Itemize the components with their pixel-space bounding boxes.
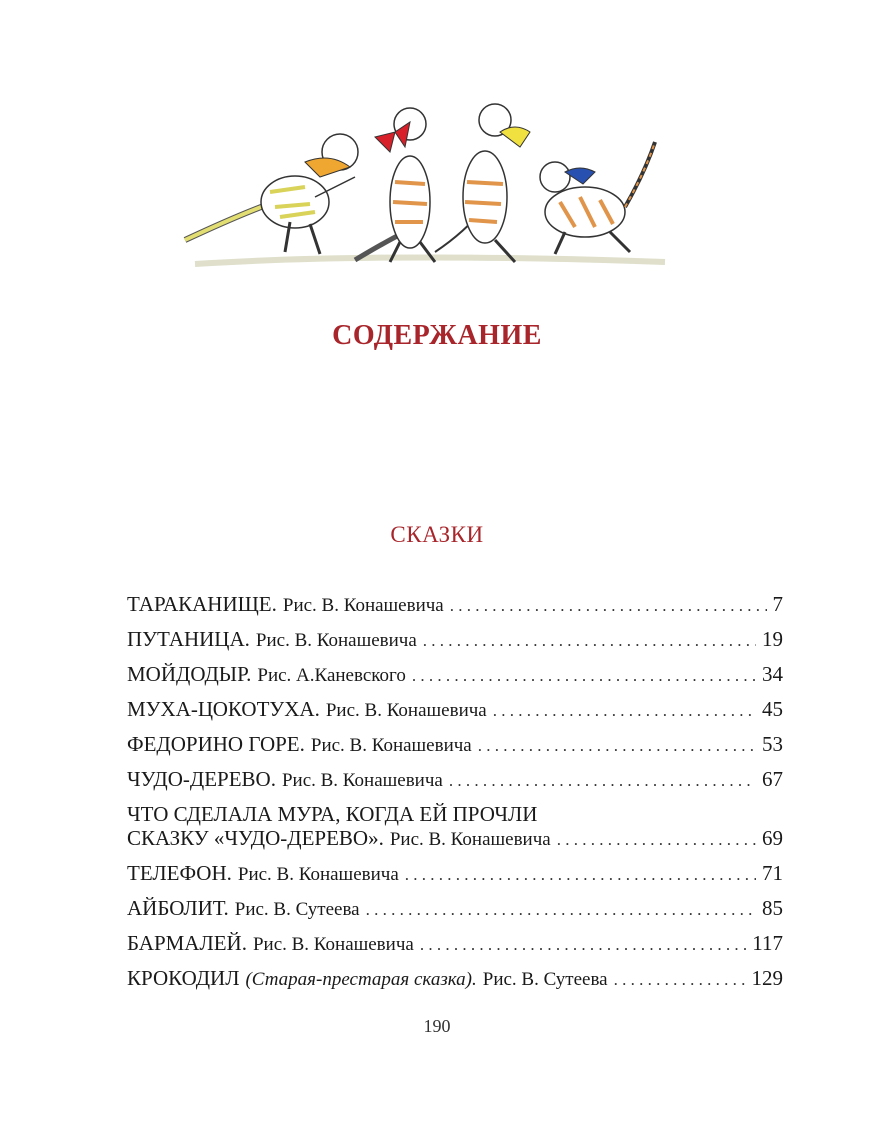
entry-page: 19 (762, 627, 783, 651)
entry-author: Рис. В. Конашевича (252, 934, 414, 955)
entry-title: ЧУДО-ДЕРЕВО. (127, 767, 276, 791)
entry-page: 7 (772, 592, 783, 616)
leader-dots (557, 830, 756, 850)
entry-title: ФЕДОРИНО ГОРЕ. (127, 732, 305, 756)
entry-author: Рис. В. Конашевича (237, 864, 399, 885)
entry-author: Рис. В. Сутеева (482, 969, 608, 990)
leader-dots (423, 631, 756, 651)
entry-title-line1: ЧТО СДЕЛАЛА МУРА, КОГДА ЕЙ ПРОЧЛИ (127, 802, 538, 826)
toc-entry[interactable] (127, 627, 783, 662)
leader-dots (449, 771, 756, 791)
entry-page: 53 (762, 732, 783, 756)
toc-entry[interactable] (127, 966, 783, 1001)
entry-page: 117 (752, 931, 783, 955)
entry-author: Рис. А.Каневского (257, 665, 406, 686)
entry-author: Рис. В. Сутеева (234, 899, 360, 920)
dancing-cats-illustration (105, 92, 673, 298)
entry-author: Рис. В. Конашевича (282, 595, 444, 616)
toc-entry[interactable] (127, 826, 783, 861)
leader-dots (405, 865, 756, 885)
page-number: 190 (423, 1016, 451, 1036)
entry-page: 85 (762, 896, 783, 920)
leader-dots (420, 935, 746, 955)
red-bow-cat (355, 108, 435, 262)
entry-title: ПУТАНИЦА. (127, 627, 250, 651)
leader-dots (366, 900, 756, 920)
entry-author: Рис. В. Конашевича (389, 829, 551, 850)
entry-author: Рис. В. Конашевича (310, 735, 472, 756)
leader-dots (614, 970, 746, 990)
entry-title: МОЙДОДЫР. (127, 662, 252, 686)
entry-author: Рис. В. Конашевича (281, 770, 443, 791)
entry-title: АЙБОЛИТ. (127, 896, 229, 920)
entry-author: Рис. В. Конашевича (255, 630, 417, 651)
toc-entry[interactable] (127, 697, 783, 732)
entry-title: БАРМАЛЕЙ. (127, 931, 247, 955)
entry-page: 67 (762, 767, 783, 791)
toc-entry[interactable] (127, 896, 783, 931)
toc-entry[interactable] (127, 931, 783, 966)
leader-dots (412, 666, 756, 686)
entry-title: ТАРАКАНИЩЕ. (127, 592, 277, 616)
section-heading: СКАЗКИ (390, 522, 484, 547)
entry-author: Рис. В. Конашевича (325, 700, 487, 721)
toc-entry[interactable] (127, 662, 783, 697)
contents-heading: СОДЕРЖАНИЕ (332, 320, 542, 351)
entry-page: 34 (762, 662, 783, 686)
entry-title: ТЕЛЕФОН. (127, 861, 232, 885)
yellow-cat (185, 134, 358, 254)
entry-page: 71 (762, 861, 783, 885)
toc-entry[interactable] (127, 767, 783, 802)
toc-entry-first-line[interactable] (127, 802, 783, 826)
table-of-contents (127, 592, 783, 1001)
entry-title: СКАЗКУ «ЧУДО-ДЕРЕВО». (127, 826, 384, 850)
entry-subtitle: (Старая-престарая сказка). (245, 969, 477, 990)
yellow-bow-cat (435, 104, 530, 262)
leader-dots (450, 596, 767, 616)
leader-dots (478, 736, 756, 756)
entry-page: 129 (751, 966, 783, 990)
entry-page: 45 (762, 697, 783, 721)
blue-bow-cat (540, 142, 655, 254)
entry-title: КРОКОДИЛ (127, 966, 240, 990)
toc-entry[interactable] (127, 732, 783, 767)
entry-title: МУХА-ЦОКОТУХА. (127, 697, 320, 721)
toc-entry[interactable] (127, 861, 783, 896)
leader-dots (493, 701, 756, 721)
entry-page: 69 (762, 826, 783, 850)
toc-entry[interactable] (127, 592, 783, 627)
